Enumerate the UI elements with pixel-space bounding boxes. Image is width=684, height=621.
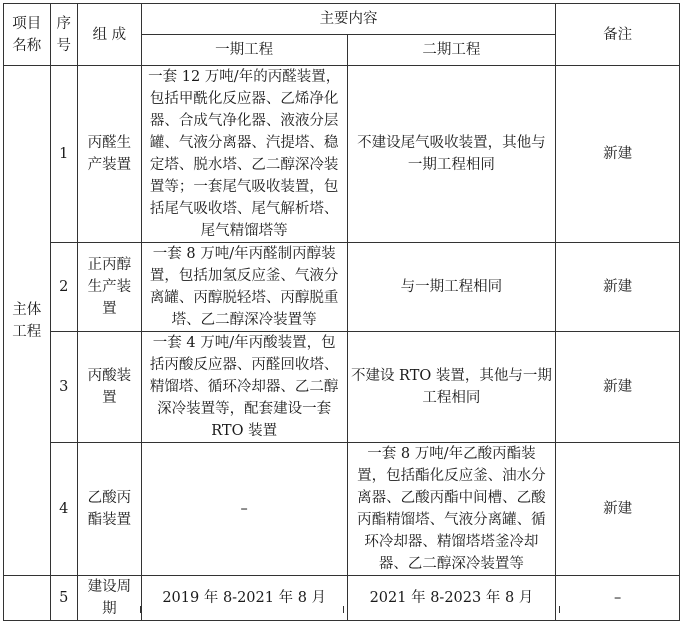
phase1-cell: 一套 4 万吨/年丙酸装置，包 括丙酸反应器、丙醛回收塔、 精馏塔、循环冷却器、乙二醇 深冷装置等，配套建设一套 RTO 装置 <box>141 332 347 443</box>
note-cell: 新建 <box>556 443 680 576</box>
phase2-cell: 与一期工程相同 <box>347 243 556 332</box>
header-item-name: 项目 名称 <box>4 4 51 66</box>
header-composition: 组 成 <box>77 4 141 66</box>
header-phase2: 二期工程 <box>347 35 556 66</box>
note-cell: 新建 <box>556 66 680 243</box>
table-row <box>4 443 680 576</box>
composition-cell: 正丙醇 生产装 置 <box>77 243 141 332</box>
header-phase1: 一期工程 <box>141 35 347 66</box>
table-row <box>4 576 680 621</box>
phase1-cell: 一套 12 万吨/年的丙醛装置， 包括甲酰化反应器、乙烯净化 器、合成气净化器、液液分层 罐、气液分离器、汽提塔、稳 定塔、脱水塔、乙二醇深冷装 置等；一套尾气吸收装置，包 括尾气吸收塔、尾气解析塔、 尾气精馏塔等 <box>141 66 347 243</box>
seq-cell: 3 <box>50 332 77 443</box>
seq-cell: 1 <box>50 66 77 243</box>
note-cell: – <box>556 576 680 621</box>
header-seq: 序 号 <box>50 4 77 66</box>
seq-cell: 4 <box>50 443 77 576</box>
phase1-cell: 2019 年 8-2021 年 8 月 <box>141 576 347 621</box>
header-note: 备注 <box>556 4 680 66</box>
group-label-cell-empty <box>4 576 51 621</box>
project-table <box>3 3 680 621</box>
phase2-cell: 一套 8 万吨/年乙酸丙酯装 置，包括酯化反应釜、油水分 离器、乙酸丙酯中间槽、乙酸 丙酯精馏塔、气液分离罐、循 环冷却器、精馏塔塔釜冷却 器、乙二醇深冷装置等 <box>347 443 556 576</box>
composition-cell: 乙酸丙 酯装置 <box>77 443 141 576</box>
composition-cell: 丙醛生 产装置 <box>77 66 141 243</box>
phase1-cell: – <box>141 443 347 576</box>
phase2-cell: 2021 年 8-2023 年 8 月 <box>347 576 556 621</box>
group-label-cell: 主体 工程 <box>4 66 51 576</box>
table-row <box>4 66 680 243</box>
header-row <box>4 4 680 35</box>
header-main-content: 主要内容 <box>141 4 556 35</box>
table-row <box>4 332 680 443</box>
phase2-cell: 不建设 RTO 装置，其他与一期 工程相同 <box>347 332 556 443</box>
phase2-cell: 不建设尾气吸收装置，其他与 一期工程相同 <box>347 66 556 243</box>
table-continuation <box>3 606 680 613</box>
note-cell: 新建 <box>556 332 680 443</box>
phase1-cell: 一套 8 万吨/年丙醛制丙醇装 置，包括加氢反应釜、气液分 离罐、丙醇脱轻塔、丙醇脱重 塔、乙二醇深冷装置等 <box>141 243 347 332</box>
composition-cell: 建设周 期 <box>77 576 141 621</box>
table-row <box>4 243 680 332</box>
note-cell: 新建 <box>556 243 680 332</box>
seq-cell: 2 <box>50 243 77 332</box>
composition-cell: 丙酸装 置 <box>77 332 141 443</box>
seq-cell: 5 <box>50 576 77 621</box>
